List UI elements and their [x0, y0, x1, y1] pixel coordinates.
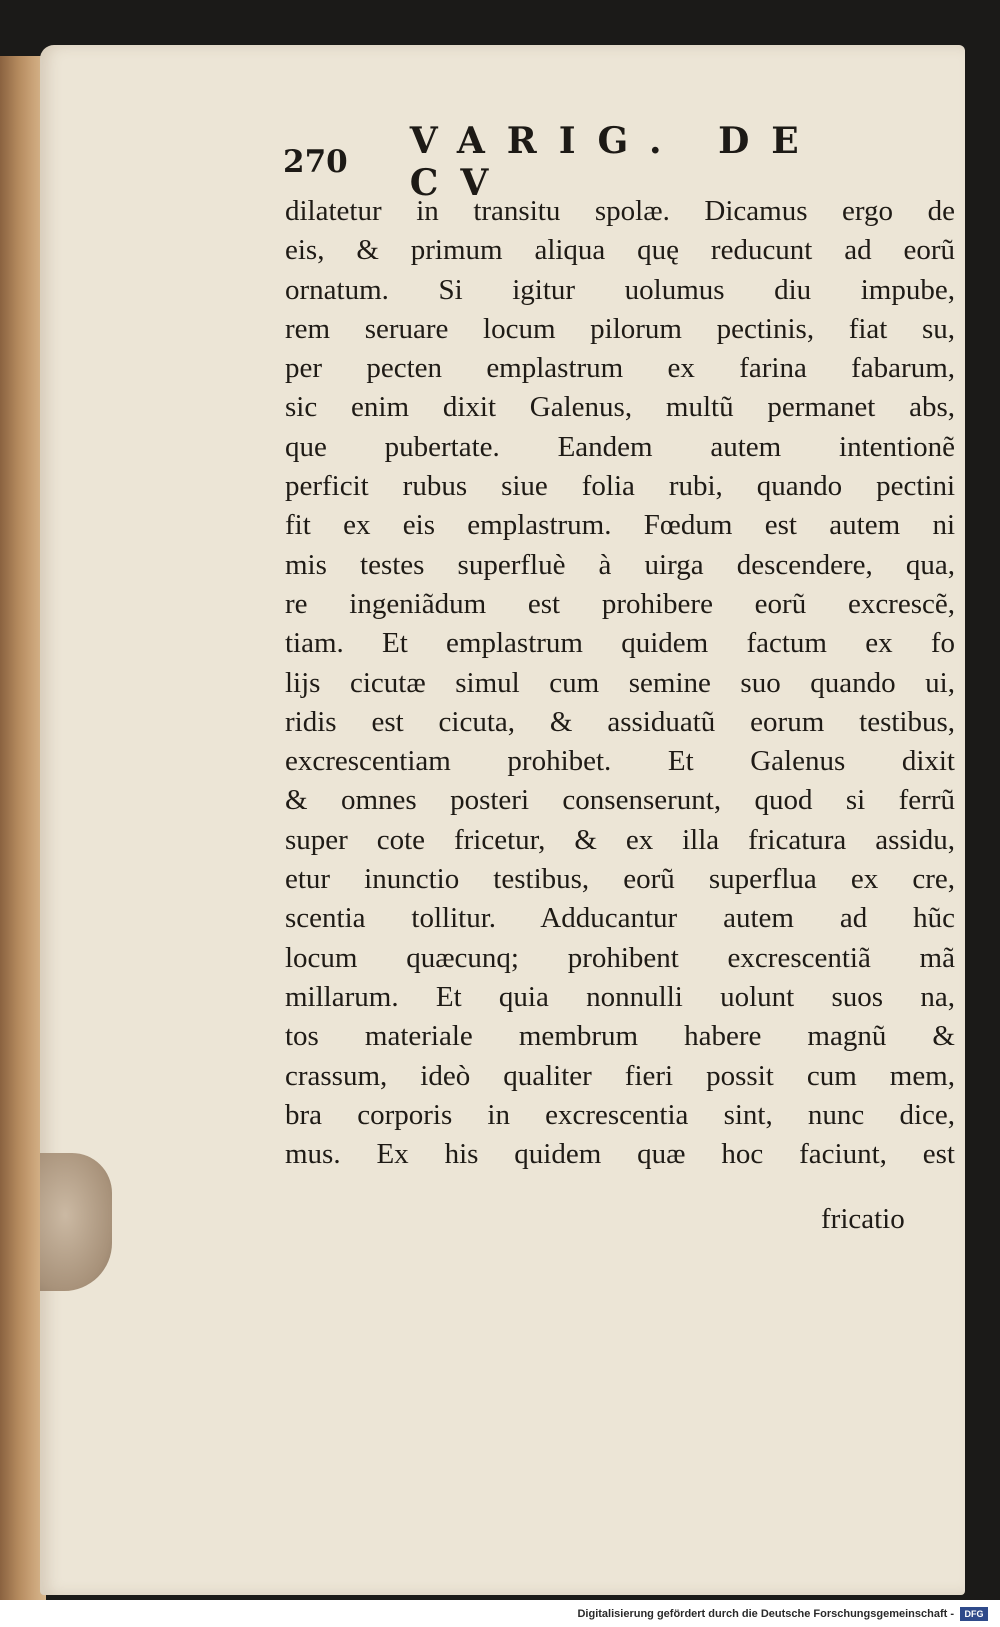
text-line: mis testes superfluè à uirga descendere, qua,: [285, 548, 955, 581]
text-line: excrescentiam prohibet. Et Galenus dixit: [285, 745, 955, 778]
text-line: que pubertate. Eandem autem intentionẽ: [285, 430, 955, 463]
text-line: dilatetur in transitu spolæ. Dicamus ergo de: [285, 195, 955, 227]
text-line: mus. Ex his quidem quæ hoc faciunt, est: [285, 1138, 955, 1171]
text-line: bra corporis in excrescentia sint, nunc dice,: [285, 1098, 955, 1131]
running-head: [283, 120, 843, 204]
text-line: scentia tollitur. Adducantur autem ad hũc: [285, 902, 955, 935]
text-line: rem seruare locum pilorum pectinis, fiat su,: [285, 312, 955, 345]
text-line: fit ex eis emplastrum. Fœdum est autem ni: [285, 509, 955, 542]
catchword: fricatio: [821, 1203, 905, 1235]
text-line: super cote fricetur, & ex illa fricatura assidu,: [285, 823, 955, 856]
text-line: millarum. Et quia nonnulli uolunt suos na,: [285, 980, 955, 1013]
thumb-holding-page: [40, 1153, 112, 1291]
text-line: ridis est cicuta, & assiduatũ eorum testibus,: [285, 705, 955, 738]
running-title: VARIG. DE CV: [409, 120, 821, 204]
dfg-logo-icon: DFG: [960, 1607, 988, 1621]
digitization-footer: [0, 1600, 1000, 1627]
text-line: & omnes posteri consenserunt, quod si ferrũ: [285, 784, 955, 817]
text-line: re ingeniãdum est prohibere eorũ excrescẽ,: [285, 587, 955, 620]
text-line: locum quæcunq; prohibent excrescentiã mã: [285, 941, 955, 974]
text-line: sic enim dixit Galenus, multũ permanet abs,: [285, 391, 955, 424]
text-line: lijs cicutæ simul cum semine suo quando ui,: [285, 666, 955, 699]
text-line: etur inunctio testibus, eorũ superflua ex cre,: [285, 863, 955, 896]
text-line: tos materiale membrum habere magnũ &: [285, 1020, 955, 1053]
text-line: tiam. Et emplastrum quidem factum ex fo: [285, 627, 955, 660]
footer-credit: Digitalisierung gefördert durch die Deutsche Forschungsgemeinschaft -: [577, 1607, 954, 1620]
text-line: perficit rubus siue folia rubi, quando pectini: [285, 470, 955, 503]
page-number: 270: [283, 144, 348, 180]
text-line: per pecten emplastrum ex farina fabarum,: [285, 352, 955, 385]
text-line: eis, & primum aliqua quę reducunt ad eorũ: [285, 234, 955, 267]
body-text: [285, 192, 955, 1174]
text-line: ornatum. Si igitur uolumus diu impube,: [285, 273, 955, 306]
text-line: crassum, ideò qualiter fieri possit cum mem,: [285, 1059, 955, 1092]
